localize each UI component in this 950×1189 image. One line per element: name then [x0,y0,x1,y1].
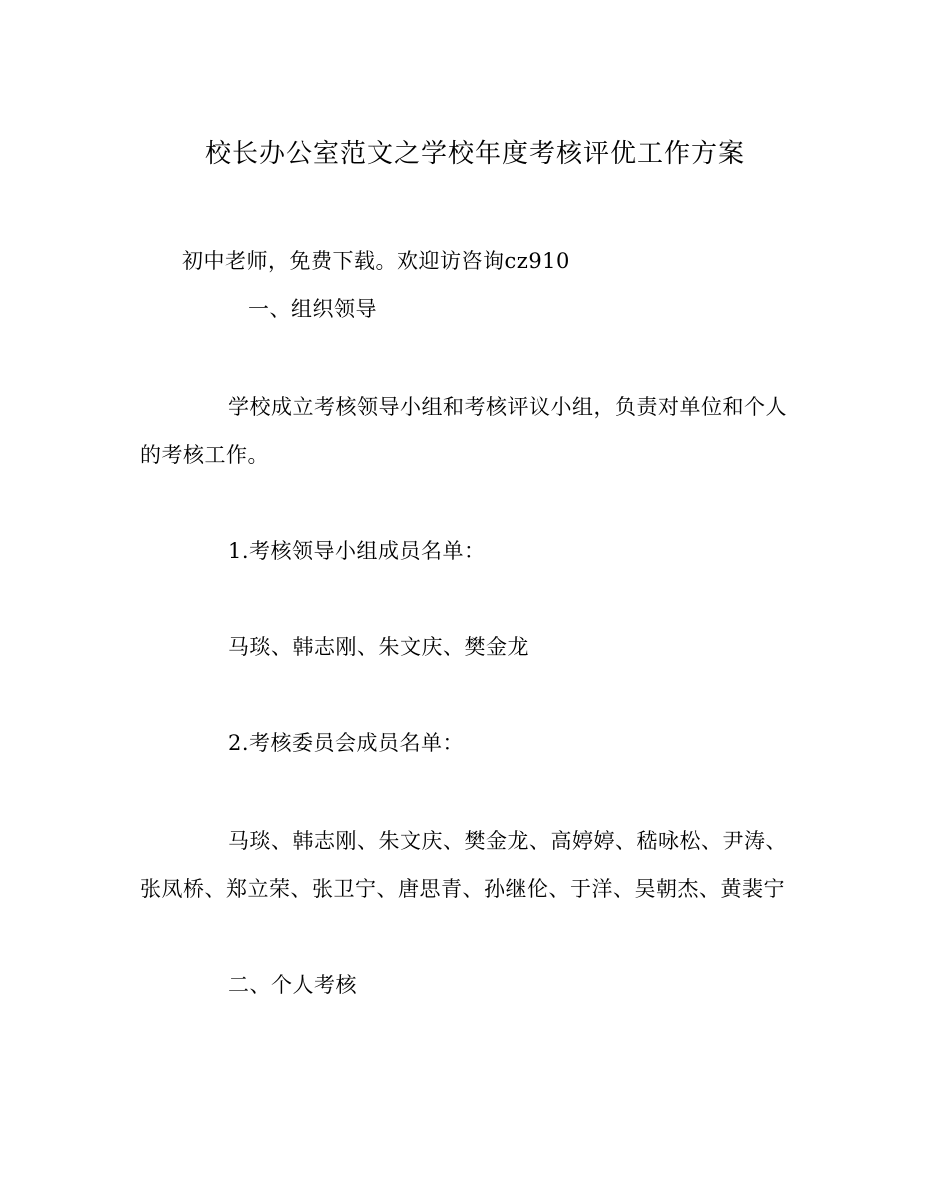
list-label-leadership-group: 1.考核领导小组成员名单： [228,539,486,563]
document-title: 校长办公室范文之学校年度考核评优工作方案 [204,139,745,169]
committee-names-line: 张凤桥、郑立荣、张卫宁、唐思青、孙继伦、于洋、吴朝杰、黄裴宁 [140,877,785,901]
leadership-group-names: 马琰、韩志刚、朱文庆、樊金龙 [228,635,529,659]
section-heading-organization: 一、组织领导 [248,297,377,321]
intro-text: 初中老师，免费下载。欢迎访咨询cz910 [182,249,570,273]
paragraph-line: 学校成立考核领导小组和考核评议小组，负责对单位和个人 [228,395,787,419]
committee-names-line: 马琰、韩志刚、朱文庆、樊金龙、高婷婷、嵇咏松、尹涛、 [228,829,787,853]
list-label-committee: 2.考核委员会成员名单： [228,731,465,755]
section-heading-personal-assessment: 二、个人考核 [228,973,357,997]
paragraph-line: 的考核工作。 [140,443,269,467]
